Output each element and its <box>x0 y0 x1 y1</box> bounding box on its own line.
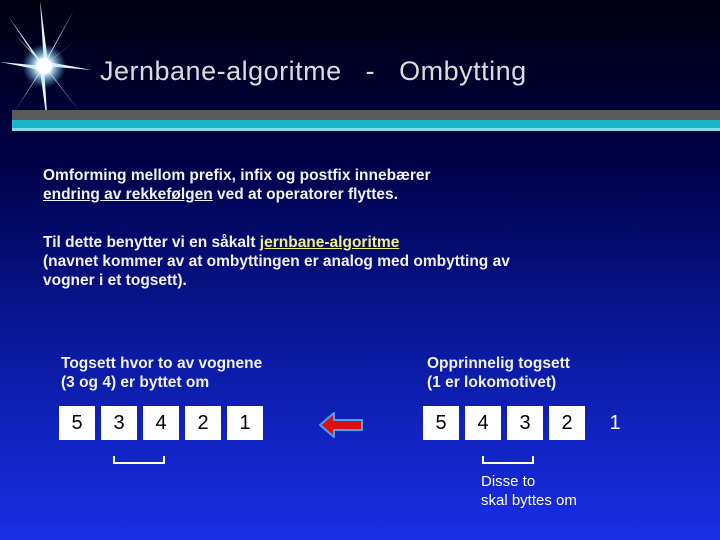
highlighted-term: jernbane-algoritme <box>259 234 400 251</box>
right-wagon-5: 5 <box>423 406 459 440</box>
title-divider-teal <box>12 120 720 128</box>
paragraph-1 <box>43 166 683 204</box>
right-swap-bracket <box>482 456 534 464</box>
arrow-left-icon <box>318 410 364 440</box>
swap-note-line-2: skal byttes om <box>481 492 577 509</box>
paragraph-2-line-2: (navnet kommer av at ombyttingen er analog med ombytting av <box>43 253 510 270</box>
right-wagon-3: 3 <box>507 406 543 440</box>
left-caption-line-1: Togsett hvor to av vognene <box>61 355 263 372</box>
left-wagon-4: 4 <box>143 406 179 440</box>
right-caption <box>427 354 570 392</box>
left-caption <box>61 354 262 392</box>
left-swap-bracket <box>113 456 165 464</box>
right-caption-line-1: Opprinnelig togsett <box>427 355 570 372</box>
left-locomotive-1: 1 <box>227 406 263 440</box>
right-caption-line-2: (1 er lokomotivet) <box>427 374 557 391</box>
paragraph-1-line-1: Omforming mellom prefix, infix og postfix innebærer <box>43 167 431 184</box>
page-title: Jernbane-algoritme - Ombytting <box>100 56 527 86</box>
underlined-phrase: endring av rekkefølgen <box>43 186 213 203</box>
paragraph-2 <box>43 233 693 290</box>
right-locomotive-1: 1 <box>609 411 621 434</box>
left-wagon-2: 2 <box>185 406 221 440</box>
left-wagon-3: 3 <box>101 406 137 440</box>
left-wagon-5: 5 <box>59 406 95 440</box>
paragraph-2-line-3: vogner i et togsett). <box>43 272 187 289</box>
swap-note <box>481 472 577 510</box>
left-caption-line-2: (3 og 4) er byttet om <box>61 374 210 391</box>
title-divider-dark <box>12 110 720 120</box>
paragraph-1-line-2 <box>43 185 683 204</box>
paragraph-2-lead: Til dette benytter vi en såkalt <box>43 234 260 251</box>
paragraph-1-tail: ved at operatorer flyttes. <box>212 186 398 203</box>
title-divider-light <box>12 128 720 131</box>
right-wagon-4: 4 <box>465 406 501 440</box>
right-wagon-2: 2 <box>549 406 585 440</box>
paragraph-2-line-1 <box>43 233 693 252</box>
swap-note-line-1: Disse to <box>481 473 536 490</box>
